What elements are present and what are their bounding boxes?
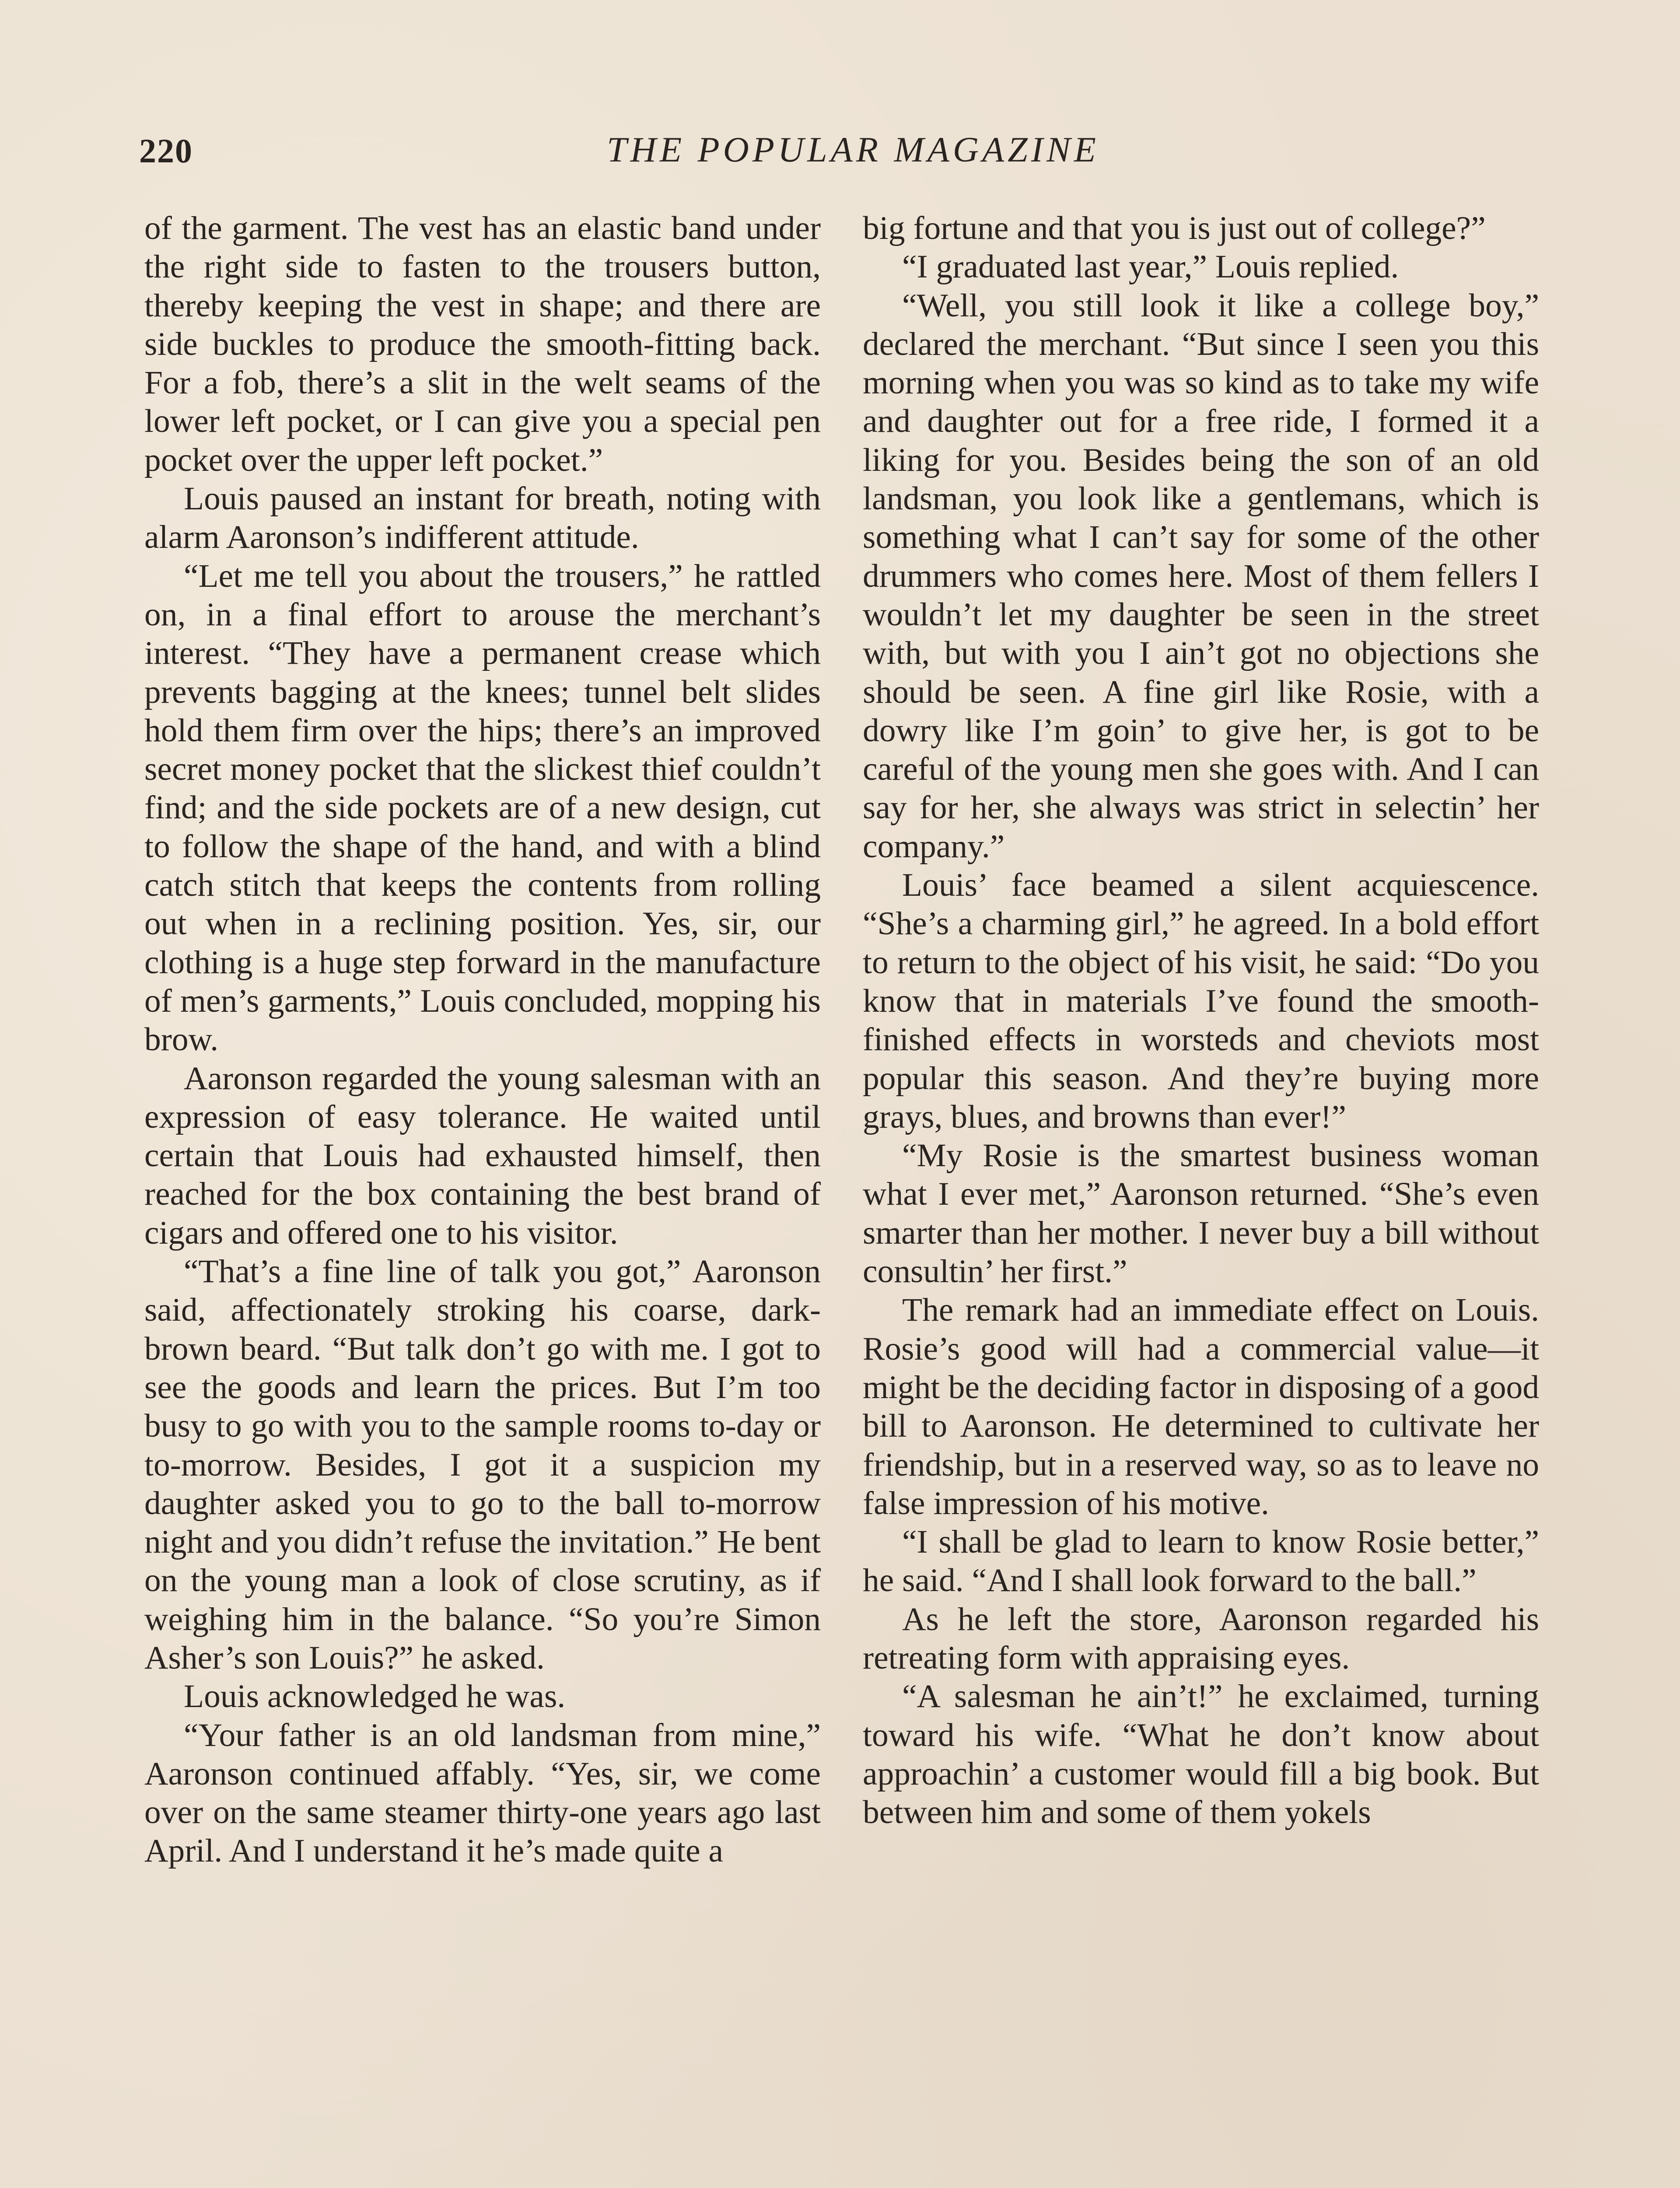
paragraph: As he left the store, Aaronson regarded his retreating form with appraising eyes. [863, 1601, 1539, 1676]
paragraph: Louis paused an instant for breath, noting with alarm Aaronson’s indifferent attitude. [144, 480, 821, 556]
paragraph: “I shall be glad to learn to know Rosie better,” he said. “And I shall look forward to the ball.” [863, 1524, 1539, 1599]
paragraph: The remark had an immediate effect on Louis. Rosie’s good will had a commercial value—it might be the deciding factor in disposing of a good bill to Aaronson. He determined to cultivate her friendship, but in a reserved way, so as to leave no false impression of his motive. [863, 1292, 1539, 1522]
paragraph: “Your father is an old landsman from mine,” Aaronson continued affably. “Yes, sir, we come over on the same steamer thirty-one years ago last April. And I understand it he’s made quite a [144, 1717, 821, 1869]
paragraph: “My Rosie is the smartest business woman what I ever met,” Aaronson returned. “She’s even smarter than her mother. I never buy a bill without consultin’ her first.” [863, 1137, 1539, 1290]
paragraph: “Let me tell you about the trousers,” he rattled on, in a final effort to arouse the merchant’s interest. “They have a permanent crease which prevents bagging at the knees; tunnel belt slides hold them firm over the hips; there’s an improved secret money pocket that the slickest thief couldn’t find; and the side pockets are of a new design, cut to follow the shape of the hand, and with a blind catch stitch that keeps the contents from rolling out when in a reclining position. Yes, sir, our clothing is a huge step forward in the manufacture of men’s garments,” Louis concluded, mopping his brow. [144, 558, 821, 1058]
running-head: THE POPULAR MAGAZINE [607, 130, 1099, 169]
paragraph: of the garment. The vest has an elastic band under the right side to fasten to the trousers button, thereby keeping the vest in shape; and there are side buckles to produce the smooth-fitting back. For a fob, there’s a slit in the welt seams of the lower left pocket, or I can give you a special pen pocket over the upper left pocket.” [144, 210, 821, 478]
paragraph: big fortune and that you is just out of college?” [863, 210, 1486, 246]
page-number: 220 [139, 132, 193, 170]
paragraph: “Well, you still look it like a college boy,” declared the merchant. “But since I seen you this morning when you was so kind as to take my wife and daughter out for a free ride, I formed it a liking for you. Besides being the son of an old landsman, you look like a gentlemans, which is something what I can’t say for some of the other drummers who comes here. Most of them fellers I wouldn’t let my daughter be seen in the street with, but with you I ain’t got no objections she should be seen. A fine girl like Rosie, with a dowry like I’m goin’ to give her, is got to be careful of the young men she goes with. And I can say for her, she always was strict in selectin’ her company.” [863, 287, 1539, 865]
paragraph: Louis’ face beamed a silent acquiescence. “She’s a charming girl,” he agreed. In a bold effort to return to the object of his visit, he said: “Do you know that in materials I’ve found the smooth-finished effects in worsteds and cheviots most popular this season. And they’re buying more grays, blues, and browns than ever!” [863, 867, 1539, 1135]
right-column [863, 209, 1539, 1832]
paragraph: “I graduated last year,” Louis replied. [902, 249, 1399, 285]
paragraph: Aaronson regarded the young salesman with an expression of easy tolerance. He waited until certain that Louis had exhausted himself, then reached for the box containing the best brand of cigars and offered one to his visitor. [144, 1060, 821, 1251]
paragraph: “That’s a fine line of talk you got,” Aaronson said, affectionately stroking his coarse, dark-brown beard. “But talk don’t go with me. I got to see the goods and learn the prices. But I’m too busy to go with you to the sample rooms to-day or to-morrow. Besides, I got it a suspicion my daughter asked you to go to the ball to-morrow night and you didn’t refuse the invitation.” He bent on the young man a look of close scrutiny, as if weighing him in the balance. “So you’re Simon Asher’s son Louis?” he asked. [144, 1253, 821, 1676]
left-column [144, 209, 821, 1871]
paragraph: Louis acknowledged he was. [184, 1678, 566, 1715]
paragraph: “A salesman he ain’t!” he exclaimed, turning toward his wife. “What he don’t know about approachin’ a customer would fill a big book. But between him and some of them yokels [863, 1678, 1539, 1831]
